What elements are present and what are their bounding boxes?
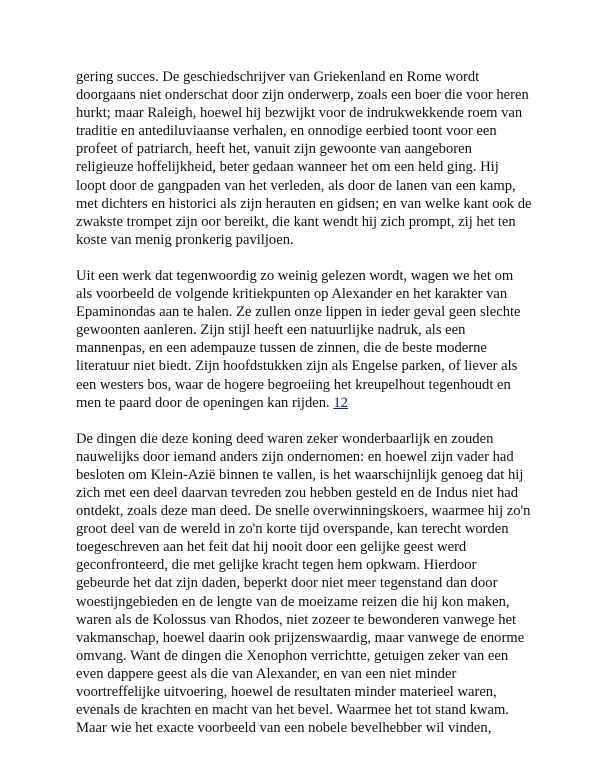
document-page <box>76 68 532 737</box>
paragraph-1-text: gering succes. De geschiedschrijver van Griekenland en Rome wordt doorgaans niet onderschat door zijn onderwerp, zoals een boer die voor heren hurkt; maar Raleigh, hoewel hij bezwijkt voor de indrukwekkende roem van traditie en antediluviaanse verhalen, en onnodige eerbied toont voor een profeet of patriarch, heeft het, vanuit zijn gewoonte van aangeboren religieuze hoffelijkheid, beter gedaan wanneer het om een held ging. Hij loopt door de gangpaden van het verleden, als door de lanen van een kamp, met dichters en historici als zijn herauten en gidsen; en van welke kant ook de zwakste trompet zijn oor bereikt, die kant wendt hij zich prompt, zij het ten koste van menig pronkerig paviljoen. <box>76 69 532 248</box>
paragraph-3-text: De dingen die deze koning deed waren zeker wonderbaarlijk en zouden nauwelijks door iemand anders zijn ondernomen: en hoewel zijn vader had besloten om Klein-Azië binnen te vallen, is het waarschijnlijk genoeg dat hij zich met een deel daarvan tevreden zou hebben gesteld en de Indus niet had ontdekt, zoals deze man deed. De snelle overwinningskoers, waarmee hij zo'n groot deel van de wereld in zo'n korte tijd overspande, kan terecht worden toegeschreven aan het feit dat hij nooit door een gelijke geest werd geconfronteerd, die met gelijke kracht tegen hem opkwam. Hierdoor gebeurde het dat zijn daden, beperkt door niet meer tegenstand dan door woestijngebieden en de lengte van de moeizame reizen die hij kon maken, waren als de Kolossus van Rhodos, niet zozeer te bewonderen vanwege het vakmanschap, hoewel daarin ook prijzenswaardig, maar vanwege de enorme omvang. Want de dingen die Xenophon verrichtte, getuigen zeker van een even dappere geest als die van Alexander, en van een niet minder voortreffelijke uitvoering, hoewel de resultaten minder materieel waren, evenals de krachten en macht van het bevel. Waarmee het tot stand kwam. Maar wie het exacte voorbeeld van een nobele bevelhebber wil vinden, <box>76 430 531 737</box>
paragraph-2 <box>76 267 532 412</box>
paragraph-3 <box>76 430 532 738</box>
paragraph-1 <box>76 68 532 249</box>
footnote-link[interactable]: 12 <box>333 394 348 411</box>
paragraph-2-text: Uit een werk dat tegenwoordig zo weinig gelezen wordt, wagen we het om als voorbeeld de volgende kritiekpunten op Alexander en het karakter van Epaminondas aan te halen. Ze zullen onze lippen in ieder geval geen slechte gewoonten aanleren. Zijn stijl heeft een natuurlijke nadruk, als een mannenpas, en een adempauze tussen de zinnen, die de beste moderne literatuur niet biedt. Zijn hoofdstukken zijn als Engelse parken, of liever als een westers bos, waar de hogere begroeiing het kreupelhout tegenhoudt en men te paard door de openingen kan rijden. <box>76 267 521 411</box>
